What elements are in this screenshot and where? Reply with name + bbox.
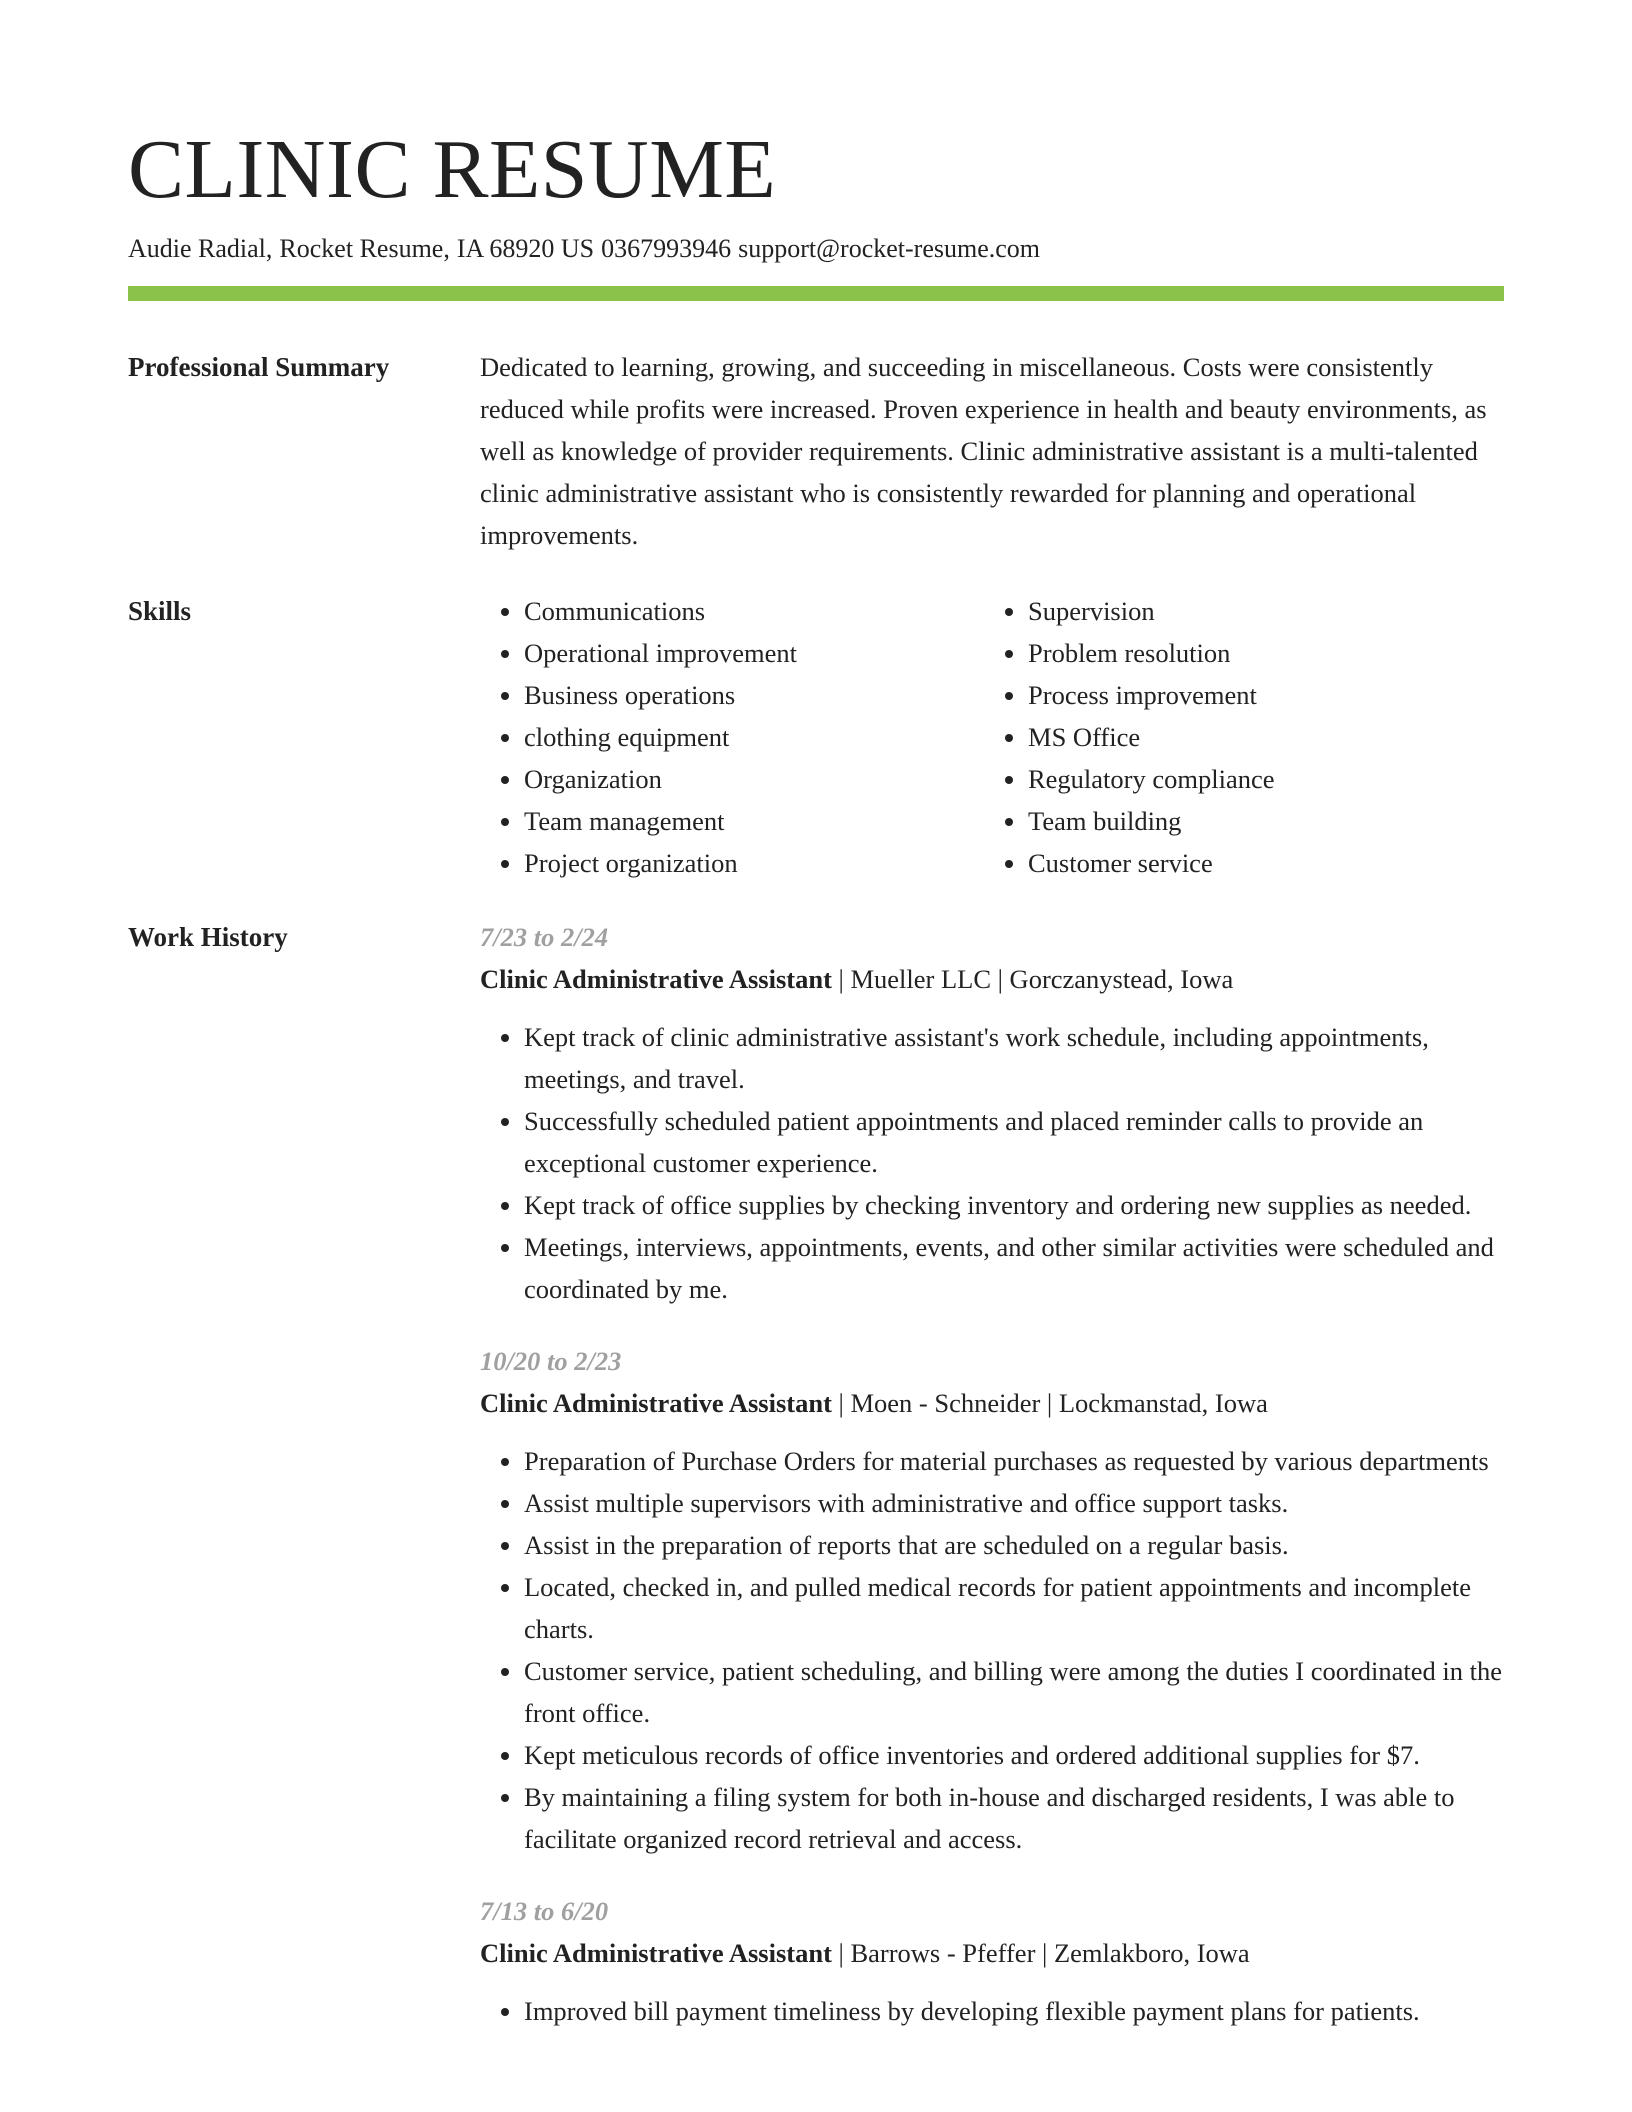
skill-item: • clothing equipment (524, 716, 984, 758)
work-history-body (480, 916, 1504, 2062)
skills-body (480, 590, 1504, 884)
job-duty: • Kept track of office supplies by checking inventory and ordering new supplies as needed. (524, 1184, 1504, 1226)
summary-body (480, 346, 1504, 556)
job-duty: • Meetings, interviews, appointments, events, and other similar activities were scheduled and coordinated by me. (524, 1226, 1504, 1310)
skill-item: • Supervision (1028, 590, 1488, 632)
job-duty: • Kept track of clinic administrative assistant's work schedule, including appointments, meetings, and travel. (524, 1016, 1504, 1100)
job-entry (480, 916, 1504, 1310)
job-employer: | Moen - Schneider | Lockmanstad, Iowa (831, 1388, 1268, 1418)
job-duty: • Customer service, patient scheduling, and billing were among the duties I coordinated in the front office. (524, 1650, 1504, 1734)
skill-item: • Organization (524, 758, 984, 800)
skill-item: • Business operations (524, 674, 984, 716)
job-duty: • By maintaining a filing system for both in-house and discharged residents, I was able to facilitate organized record retrieval and access. (524, 1776, 1504, 1860)
skills-list-right (984, 590, 1488, 884)
contact-email: support@rocket-resume.com (738, 234, 1041, 263)
contact-line (128, 232, 1040, 266)
contact-location: IA 68920 US (456, 234, 595, 263)
skill-item: • Customer service (1028, 842, 1488, 884)
skill-item: • Communications (524, 590, 984, 632)
skill-item: • Project organization (524, 842, 984, 884)
skill-item: • Team management (524, 800, 984, 842)
job-dates: 7/23 to 2/24 (480, 922, 609, 952)
job-heading (480, 958, 1504, 1000)
work-history-heading: Work History (128, 922, 288, 952)
job-duty: • Located, checked in, and pulled medical records for patient appointments and incomplete charts. (524, 1566, 1504, 1650)
job-entry (480, 1340, 1504, 1860)
skill-item: • Problem resolution (1028, 632, 1488, 674)
skill-item: • Team building (1028, 800, 1488, 842)
job-title: Clinic Administrative Assistant (480, 964, 832, 994)
skill-item: • Operational improvement (524, 632, 984, 674)
job-entry (480, 1890, 1504, 2032)
job-duty: • Successfully scheduled patient appointments and placed reminder calls to provide an exceptional customer experience. (524, 1100, 1504, 1184)
job-employer: | Mueller LLC | Gorczanystead, Iowa (831, 964, 1234, 994)
job-duty: • Assist multiple supervisors with administrative and office support tasks. (524, 1482, 1504, 1524)
job-title: Clinic Administrative Assistant (480, 1938, 832, 1968)
job-duty: • Assist in the preparation of reports that are scheduled on a regular basis. (524, 1524, 1504, 1566)
skill-item: • Regulatory compliance (1028, 758, 1488, 800)
skill-item: • Process improvement (1028, 674, 1488, 716)
job-heading (480, 1932, 1504, 1974)
job-dates: 7/13 to 6/20 (480, 1896, 609, 1926)
skill-item: • MS Office (1028, 716, 1488, 758)
job-duty: • Kept meticulous records of office inventories and ordered additional supplies for $7. (524, 1734, 1504, 1776)
contact-name: Audie Radial, (128, 234, 273, 263)
contact-company: Rocket Resume, (279, 234, 450, 263)
skills-heading: Skills (128, 596, 192, 626)
header-divider (128, 286, 1504, 301)
contact-phone: 0367993946 (601, 234, 732, 263)
job-dates: 10/20 to 2/23 (480, 1346, 622, 1376)
summary-text: Dedicated to learning, growing, and succeeding in miscellaneous. Costs were consistently reduced while profits were increased. Proven experience in health and beauty environments, as well as knowledge of provider requirements. Clinic administrative assistant is a multi-talented clinic administrative assistant who is consistently rewarded for planning and operational improvements. (480, 352, 1487, 550)
job-duty: • Improved bill payment timeliness by developing flexible payment plans for patients. (524, 1990, 1504, 2032)
job-duty: • Preparation of Purchase Orders for material purchases as requested by various departments (524, 1440, 1504, 1482)
job-duties (480, 1440, 1504, 1860)
summary-heading: Professional Summary (128, 352, 390, 382)
job-title: Clinic Administrative Assistant (480, 1388, 832, 1418)
resume-title: CLINIC RESUME (128, 123, 777, 216)
job-duties (480, 1990, 1504, 2032)
job-employer: | Barrows - Pfeffer | Zemlakboro, Iowa (831, 1938, 1250, 1968)
job-heading (480, 1382, 1504, 1424)
job-duties (480, 1016, 1504, 1310)
skills-list-left (480, 590, 984, 884)
